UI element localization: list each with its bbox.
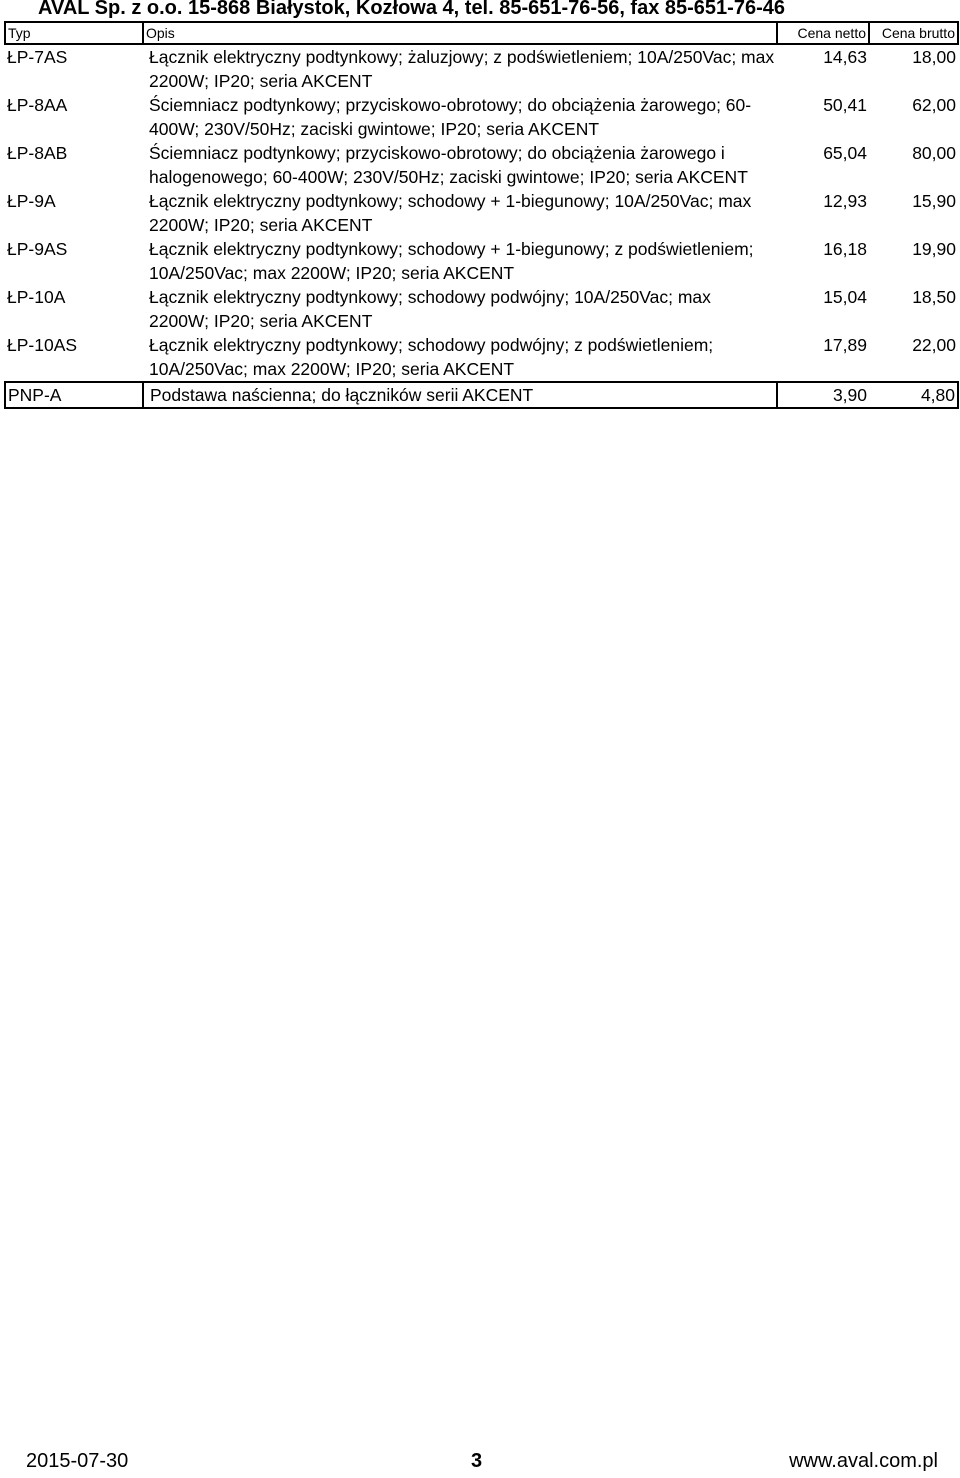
- column-header-opis: Opis: [143, 22, 777, 44]
- table-row: [5, 382, 958, 408]
- cell-typ: ŁP-10A: [7, 287, 66, 307]
- cell-typ: ŁP-9AS: [7, 239, 68, 259]
- column-header-netto: Cena netto: [777, 22, 869, 44]
- cell-netto: 16,18: [823, 239, 867, 259]
- table-header-row: [5, 22, 958, 44]
- cell-opis: Łącznik elektryczny podtynkowy; schodowy podwójny; 10A/250Vac; max 2200W; IP20; seria AKCENT: [149, 287, 711, 331]
- cell-opis: Łącznik elektryczny podtynkowy; żaluzjowy; z podświetleniem; 10A/250Vac; max 2200W; IP20; seria AKCENT: [149, 47, 775, 91]
- cell-brutto: 18,00: [912, 47, 956, 67]
- column-header-brutto: Cena brutto: [869, 22, 958, 44]
- cell-netto: 65,04: [823, 143, 867, 163]
- cell-netto: 12,93: [823, 191, 867, 211]
- cell-netto: 14,63: [823, 47, 867, 67]
- table-row: [5, 189, 958, 237]
- cell-netto: 50,41: [823, 95, 867, 115]
- cell-typ: PNP-A: [5, 382, 143, 408]
- table-row: [5, 285, 958, 333]
- cell-typ: ŁP-8AB: [7, 143, 68, 163]
- cell-brutto: 18,50: [912, 287, 956, 307]
- table-row: [5, 333, 958, 382]
- price-table: [4, 21, 959, 409]
- cell-opis: Łącznik elektryczny podtynkowy; schodowy podwójny; z podświetleniem; 10A/250Vac; max 2200W; IP20; seria AKCENT: [149, 335, 714, 379]
- table-row: [5, 44, 958, 93]
- cell-opis: Ściemniacz podtynkowy; przyciskowo-obrotowy; do obciążenia żarowego; 60-400W; 230V/50Hz; zaciski gwintowe; IP20; seria AKCENT: [149, 95, 752, 139]
- cell-typ: ŁP-10AS: [7, 335, 78, 355]
- page-header: AVAL Sp. z o.o. 15-868 Białystok, Kozłowa 4, tel. 85-651-76-56, fax 85-651-76-46: [38, 0, 785, 19]
- footer-date: 2015-07-30: [26, 1450, 129, 1472]
- table-row: [5, 237, 958, 285]
- cell-opis: Podstawa naścienna; do łączników serii AKCENT: [143, 382, 777, 408]
- cell-opis: Łącznik elektryczny podtynkowy; schodowy + 1-biegunowy; z podświetleniem; 10A/250Vac; max 2200W; IP20; seria AKCENT: [149, 239, 754, 283]
- footer-page-number: 3: [471, 1450, 483, 1472]
- cell-netto: 3,90: [777, 382, 869, 408]
- cell-brutto: 62,00: [912, 95, 956, 115]
- cell-typ: ŁP-8AA: [7, 95, 68, 115]
- cell-opis: Łącznik elektryczny podtynkowy; schodowy + 1-biegunowy; 10A/250Vac; max 2200W; IP20; seria AKCENT: [149, 191, 752, 235]
- table-row: [5, 93, 958, 141]
- column-header-typ: Typ: [5, 22, 143, 44]
- cell-brutto: 4,80: [869, 382, 958, 408]
- cell-brutto: 19,90: [912, 239, 956, 259]
- table-row: [5, 141, 958, 189]
- cell-opis: Ściemniacz podtynkowy; przyciskowo-obrotowy; do obciążenia żarowego i halogenowego; 60-400W; 230V/50Hz; zaciski gwintowe; IP20; seria AKCENT: [149, 143, 748, 187]
- cell-typ: ŁP-9A: [7, 191, 56, 211]
- footer-website: www.aval.com.pl: [789, 1450, 938, 1472]
- cell-netto: 17,89: [823, 335, 867, 355]
- cell-brutto: 80,00: [912, 143, 956, 163]
- cell-brutto: 15,90: [912, 191, 956, 211]
- cell-brutto: 22,00: [912, 335, 956, 355]
- cell-typ: ŁP-7AS: [7, 47, 68, 67]
- cell-netto: 15,04: [823, 287, 867, 307]
